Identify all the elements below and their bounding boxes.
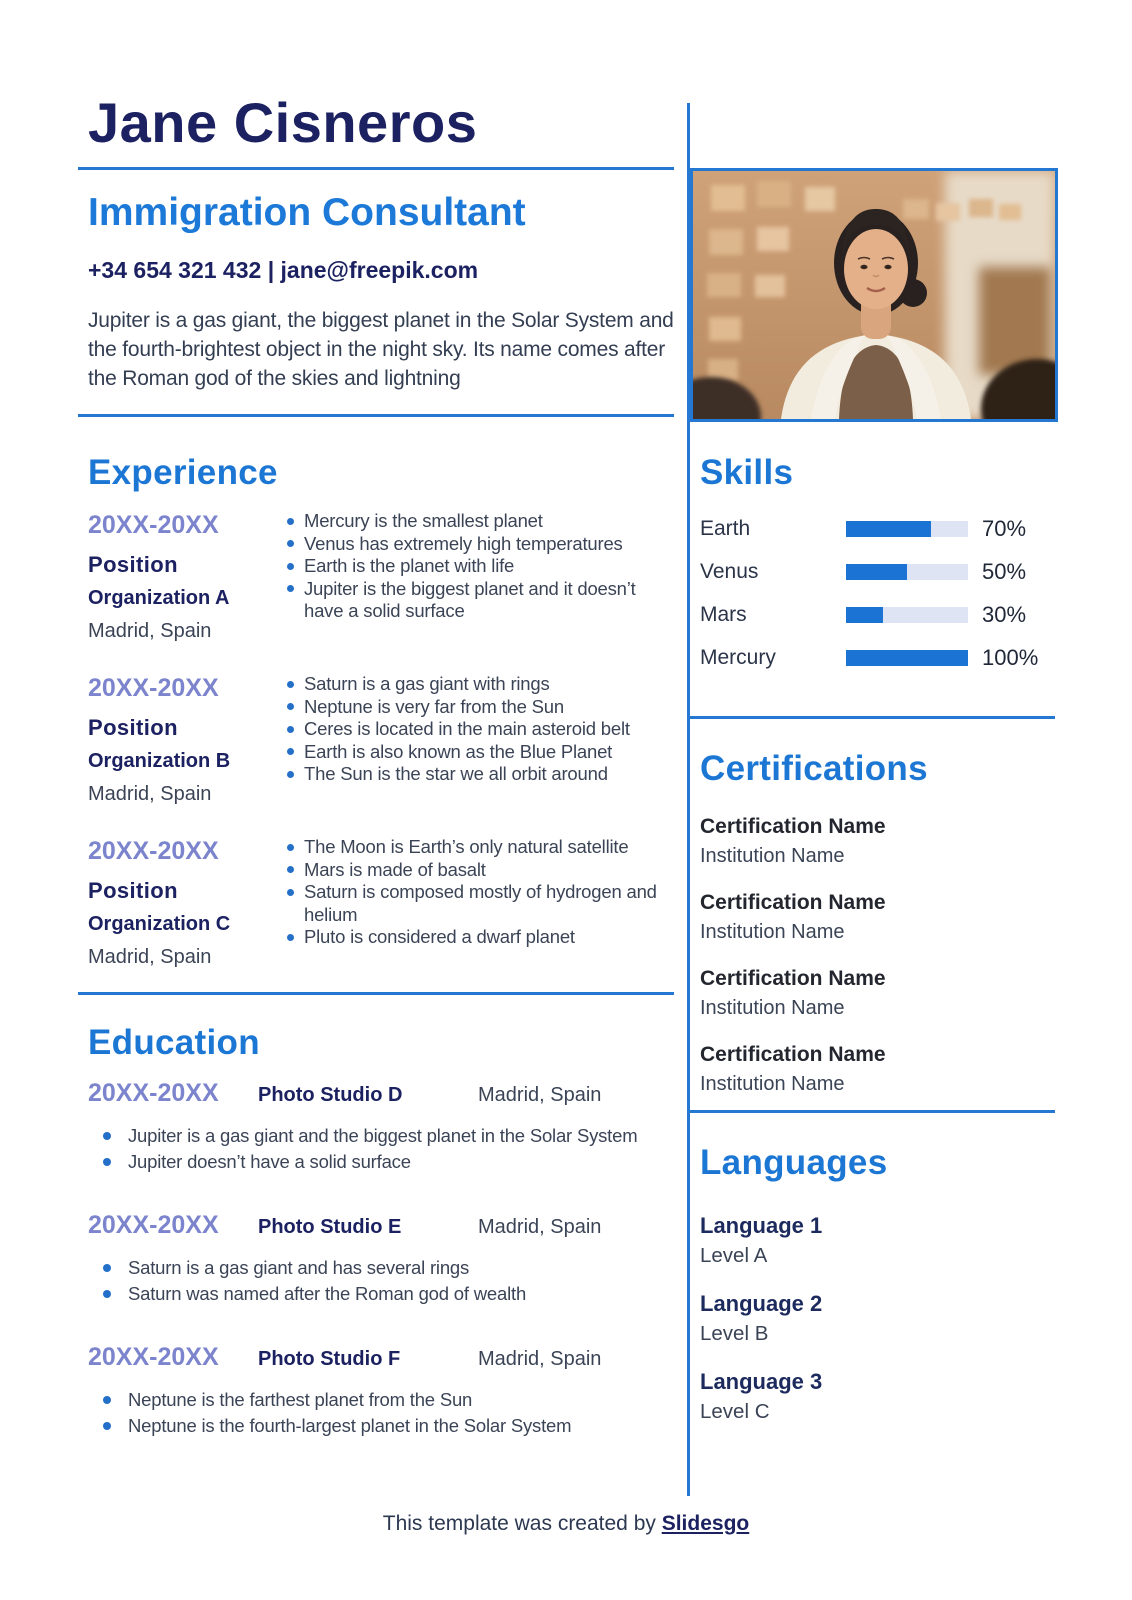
bullet-item: Saturn is a gas giant and has several rings (88, 1256, 672, 1280)
skill-percent: 30% (982, 602, 1027, 627)
certification-institution: Institution Name (700, 921, 845, 943)
education-location: Madrid, Spain (478, 1084, 602, 1106)
language-level: Level B (700, 1322, 769, 1345)
education-row (88, 1078, 672, 1108)
education-bullet-list (88, 1388, 672, 1438)
certifications-section (700, 748, 1056, 1118)
experience-dates: 20XX-20XX (88, 837, 219, 865)
language-name: Language 2 (700, 1291, 823, 1316)
skill-row (700, 602, 1056, 628)
experience-organization: Organization B (88, 750, 231, 772)
bullet-item: Earth is also known as the Blue Planet (284, 741, 672, 764)
bullet-item: Pluto is considered a dwarf planet (284, 926, 672, 949)
skill-bar-fill (846, 607, 883, 623)
job-title: Immigration Consultant (88, 191, 526, 234)
skill-row (700, 645, 1056, 671)
language-entry (700, 1290, 1056, 1346)
education-location: Madrid, Spain (478, 1216, 602, 1238)
certification-entry (700, 966, 1056, 1020)
certifications-heading: Certifications (700, 749, 928, 788)
language-entry (700, 1212, 1056, 1268)
skills-section (700, 452, 1056, 688)
certification-name: Certification Name (700, 891, 886, 914)
name-divider (78, 167, 674, 170)
skill-name: Mars (700, 603, 747, 626)
profile-photo (690, 168, 1058, 422)
experience-info (88, 510, 284, 643)
contact-line: +34 654 321 432 | jane@freepik.com (88, 257, 479, 283)
footer-credit-text: This template was created by (382, 1512, 662, 1535)
skill-bar-fill (846, 650, 968, 666)
bullet-item: Jupiter is a gas giant and the biggest planet in the Solar System (88, 1124, 672, 1148)
skill-bar (846, 607, 968, 623)
experience-location: Madrid, Spain (88, 620, 212, 642)
skill-bar-fill (846, 564, 907, 580)
page-title: Jane Cisneros (88, 91, 478, 154)
bullet-item: Saturn is a gas giant with rings (284, 673, 672, 696)
language-name: Language 1 (700, 1213, 823, 1238)
languages-heading: Languages (700, 1143, 888, 1182)
experience-dates: 20XX-20XX (88, 674, 219, 702)
certification-institution: Institution Name (700, 845, 845, 867)
experience-info (88, 673, 284, 806)
skill-name: Earth (700, 517, 751, 540)
bullet-item: The Moon is Earth’s only natural satellite (284, 836, 672, 859)
language-level: Level C (700, 1400, 770, 1423)
experience-location: Madrid, Spain (88, 783, 212, 805)
experience-entry (88, 510, 672, 643)
bullet-item: Neptune is the farthest planet from the Sun (88, 1388, 672, 1412)
education-dates: 20XX-20XX (88, 1079, 219, 1107)
bullet-item: Saturn was named after the Roman god of wealth (88, 1282, 672, 1306)
bullet-item: Venus has extremely high temperatures (284, 533, 672, 556)
bullet-item: Saturn is composed mostly of hydrogen and helium (284, 881, 672, 926)
skill-bar-fill (846, 521, 931, 537)
language-entry (700, 1368, 1056, 1424)
experience-organization: Organization C (88, 913, 231, 935)
skills-divider (687, 716, 1055, 719)
experience-dates: 20XX-20XX (88, 511, 219, 539)
skill-percent: 70% (982, 516, 1027, 541)
skill-bar (846, 564, 968, 580)
skills-heading: Skills (700, 453, 794, 492)
education-entry (88, 1210, 672, 1306)
bullet-item: The Sun is the star we all orbit around (284, 763, 672, 786)
education-heading: Education (88, 1023, 260, 1062)
skill-name: Venus (700, 560, 759, 583)
certification-name: Certification Name (700, 815, 886, 838)
experience-organization: Organization A (88, 587, 230, 609)
education-entry (88, 1342, 672, 1438)
certification-entry (700, 890, 1056, 944)
bullet-item: Mars is made of basalt (284, 859, 672, 882)
skill-row (700, 516, 1056, 542)
experience-bullet-list (284, 510, 672, 643)
experience-section (88, 452, 672, 999)
bullet-item: Jupiter doesn’t have a solid surface (88, 1150, 672, 1174)
education-dates: 20XX-20XX (88, 1343, 219, 1371)
experience-entry (88, 673, 672, 806)
education-bullet-list (88, 1256, 672, 1306)
languages-section (700, 1142, 1056, 1446)
language-level: Level A (700, 1244, 768, 1267)
language-name: Language 3 (700, 1369, 823, 1394)
certification-name: Certification Name (700, 1043, 886, 1066)
education-school: Photo Studio E (258, 1216, 402, 1238)
footer-brand-link[interactable]: Slidesgo (661, 1512, 750, 1535)
skill-row (700, 559, 1056, 585)
skill-name: Mercury (700, 646, 776, 669)
bullet-item: Neptune is the fourth-largest planet in the Solar System (88, 1414, 672, 1438)
education-location: Madrid, Spain (478, 1348, 602, 1370)
education-bullet-list (88, 1124, 672, 1174)
education-entry (88, 1078, 672, 1174)
education-dates: 20XX-20XX (88, 1211, 219, 1239)
experience-position: Position (88, 715, 178, 740)
footer-credit (0, 1510, 1132, 1538)
education-row (88, 1342, 672, 1372)
bullet-item: Neptune is very far from the Sun (284, 696, 672, 719)
bullet-item: Jupiter is the biggest planet and it doesn’t have a solid surface (284, 578, 672, 623)
skill-bar (846, 521, 968, 537)
education-school: Photo Studio F (258, 1348, 401, 1370)
education-divider (78, 992, 674, 995)
profile-photo-illustration (693, 171, 1055, 419)
experience-bullet-list (284, 836, 672, 969)
experience-info (88, 836, 284, 969)
certification-entry (700, 1042, 1056, 1096)
experience-bullet-list (284, 673, 672, 806)
experience-heading: Experience (88, 453, 278, 492)
bullet-item: Mercury is the smallest planet (284, 510, 672, 533)
education-school: Photo Studio D (258, 1084, 403, 1106)
summary-paragraph: Jupiter is a gas giant, the biggest planet in the Solar System and the fourth-brightest object in the night sky. Its name comes after the Roman god of the skies and lightning (88, 309, 674, 390)
bullet-item: Ceres is located in the main asteroid belt (284, 718, 672, 741)
certification-institution: Institution Name (700, 1073, 845, 1095)
certification-name: Certification Name (700, 967, 886, 990)
education-row (88, 1210, 672, 1240)
experience-position: Position (88, 878, 178, 903)
experience-position: Position (88, 552, 178, 577)
certification-institution: Institution Name (700, 997, 845, 1019)
experience-entry (88, 836, 672, 969)
summary-divider (78, 414, 674, 417)
certification-entry (700, 814, 1056, 868)
bullet-item: Earth is the planet with life (284, 555, 672, 578)
skill-percent: 100% (982, 645, 1039, 670)
certifications-divider (687, 1110, 1055, 1113)
skill-bar (846, 650, 968, 666)
education-section (88, 1022, 672, 1474)
experience-location: Madrid, Spain (88, 946, 212, 968)
skill-percent: 50% (982, 559, 1027, 584)
